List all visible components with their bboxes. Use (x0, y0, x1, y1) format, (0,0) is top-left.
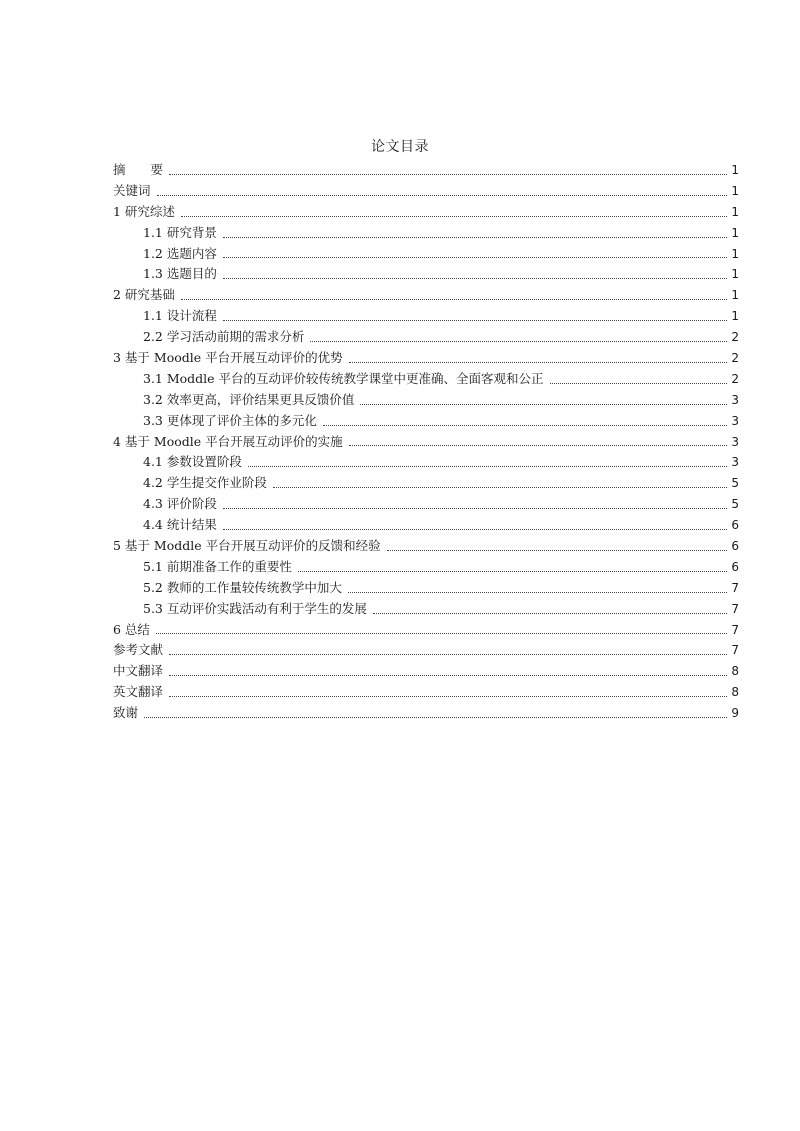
toc-leader-dots (156, 633, 727, 634)
toc-entry-label: 关键词 (113, 182, 151, 198)
toc-leader-dots (223, 278, 728, 279)
toc-entry-label: 5.3 互动评价实践活动有利于学生的发展 (143, 600, 367, 616)
toc-leader-dots (360, 404, 727, 405)
toc-leader-dots (169, 675, 727, 676)
table-of-contents (113, 160, 739, 724)
toc-entry-4[interactable] (113, 432, 739, 453)
toc-entry-page: 3 (731, 455, 739, 470)
toc-entry-page: 9 (731, 706, 739, 721)
toc-entry-4-2[interactable] (113, 473, 739, 494)
toc-entry-1[interactable] (113, 202, 739, 223)
toc-entry-english-translation[interactable] (113, 682, 739, 703)
toc-leader-dots (144, 717, 727, 718)
toc-title: 论文目录 (371, 139, 429, 155)
toc-leader-dots (169, 696, 727, 697)
toc-entry-page: 3 (731, 434, 739, 449)
toc-entry-page: 1 (731, 288, 739, 303)
toc-entry-label: 4.4 统计结果 (143, 517, 217, 533)
toc-entry-label: 4 基于 Moodle 平台开展互动评价的实施 (113, 433, 343, 449)
toc-entry-3-2[interactable] (113, 390, 739, 411)
toc-entry-label: 4.1 参数设置阶段 (143, 454, 242, 470)
toc-entry-2-1[interactable] (113, 306, 739, 327)
toc-leader-dots (373, 613, 728, 614)
toc-entry-label: 摘 要 (113, 161, 164, 177)
toc-entry-page: 1 (731, 204, 739, 219)
toc-leader-dots (323, 425, 728, 426)
toc-leader-dots (181, 216, 727, 217)
toc-leader-dots (298, 571, 728, 572)
toc-entry-5-3[interactable] (113, 599, 739, 620)
toc-entry-page: 3 (731, 413, 739, 428)
toc-entry-label: 6 总结 (113, 621, 150, 637)
toc-leader-dots (223, 320, 728, 321)
toc-entry-3[interactable] (113, 348, 739, 369)
toc-entry-page: 5 (731, 497, 739, 512)
toc-entry-page: 1 (731, 162, 739, 177)
toc-entry-label: 1.2 选题内容 (143, 245, 217, 261)
toc-entry-page: 2 (731, 371, 739, 386)
toc-entry-1-3[interactable] (113, 264, 739, 285)
toc-entry-3-1[interactable] (113, 369, 739, 390)
toc-entry-label: 中文翻译 (113, 663, 164, 679)
toc-entry-5-1[interactable] (113, 557, 739, 578)
toc-leader-dots (349, 362, 728, 363)
toc-entry-page: 1 (731, 309, 739, 324)
toc-entry-abstract[interactable] (113, 160, 739, 181)
toc-leader-dots (248, 466, 728, 467)
toc-entry-label: 5.2 教师的工作量较传统教学中加大 (143, 579, 342, 595)
toc-leader-dots (348, 592, 728, 593)
toc-entry-label: 3.1 Moddle 平台的互动评价较传统教学课堂中更准确、全面客观和公正 (143, 370, 544, 386)
toc-entry-label: 3.3 更体现了评价主体的多元化 (143, 412, 317, 428)
toc-entry-1-1[interactable] (113, 223, 739, 244)
toc-entry-page: 5 (731, 476, 739, 491)
toc-entry-page: 6 (731, 559, 739, 574)
toc-entry-page: 8 (731, 664, 739, 679)
toc-entry-label: 2.2 学习活动前期的需求分析 (143, 329, 305, 345)
toc-entry-page: 3 (731, 392, 739, 407)
toc-entry-5[interactable] (113, 536, 739, 557)
toc-entry-2-2[interactable] (113, 327, 739, 348)
toc-entry-label: 致谢 (113, 705, 139, 721)
toc-leader-dots (157, 195, 728, 196)
toc-entry-chinese-translation[interactable] (113, 661, 739, 682)
toc-entry-label: 5 基于 Moddle 平台开展互动评价的反馈和经验 (113, 538, 381, 554)
toc-leader-dots (273, 487, 728, 488)
toc-entry-page: 7 (731, 622, 739, 637)
toc-entry-page: 6 (731, 539, 739, 554)
toc-entry-1-2[interactable] (113, 244, 739, 265)
toc-leader-dots (349, 445, 728, 446)
toc-entry-page: 1 (731, 183, 739, 198)
toc-leader-dots (181, 299, 727, 300)
toc-entry-page: 6 (731, 518, 739, 533)
toc-entry-page: 1 (731, 246, 739, 261)
toc-leader-dots (169, 174, 727, 175)
toc-leader-dots (223, 257, 728, 258)
toc-entry-keywords[interactable] (113, 181, 739, 202)
toc-leader-dots (223, 529, 728, 530)
toc-entry-label: 2 研究基础 (113, 287, 175, 303)
toc-entry-references[interactable] (113, 640, 739, 661)
toc-entry-page: 2 (731, 330, 739, 345)
toc-entry-label: 参考文献 (113, 642, 164, 658)
toc-entry-label: 4.2 学生提交作业阶段 (143, 475, 267, 491)
toc-entry-label: 3.2 效率更高，评价结果更具反馈价值 (143, 391, 355, 407)
toc-entry-label: 英文翻译 (113, 684, 164, 700)
toc-entry-label: 4.3 评价阶段 (143, 496, 217, 512)
toc-entry-4-1[interactable] (113, 452, 739, 473)
toc-entry-page: 7 (731, 580, 739, 595)
toc-entry-acknowledgements[interactable] (113, 703, 739, 724)
toc-entry-page: 8 (731, 685, 739, 700)
toc-entry-label: 5.1 前期准备工作的重要性 (143, 558, 292, 574)
toc-entry-label: 1.1 研究背景 (143, 224, 217, 240)
toc-leader-dots (223, 508, 728, 509)
toc-entry-label: 1.1 设计流程 (143, 308, 217, 324)
toc-leader-dots (387, 550, 728, 551)
toc-entry-page: 7 (731, 643, 739, 658)
toc-entry-4-4[interactable] (113, 515, 739, 536)
toc-entry-page: 1 (731, 267, 739, 282)
toc-entry-label: 1 研究综述 (113, 203, 175, 219)
toc-leader-dots (223, 237, 728, 238)
toc-entry-page: 2 (731, 351, 739, 365)
toc-entry-label: 1.3 选题目的 (143, 266, 217, 282)
toc-entry-4-3[interactable] (113, 494, 739, 515)
toc-entry-page: 7 (731, 601, 739, 616)
toc-entry-5-2[interactable] (113, 578, 739, 599)
toc-entry-3-3[interactable] (113, 411, 739, 432)
toc-entry-page: 1 (731, 225, 739, 240)
toc-leader-dots (310, 341, 727, 342)
toc-entry-2[interactable] (113, 285, 739, 306)
toc-leader-dots (550, 383, 728, 384)
toc-entry-label: 3 基于 Moodle 平台开展互动评价的优势 (113, 350, 343, 365)
toc-entry-6[interactable] (113, 620, 739, 641)
toc-leader-dots (169, 654, 727, 655)
